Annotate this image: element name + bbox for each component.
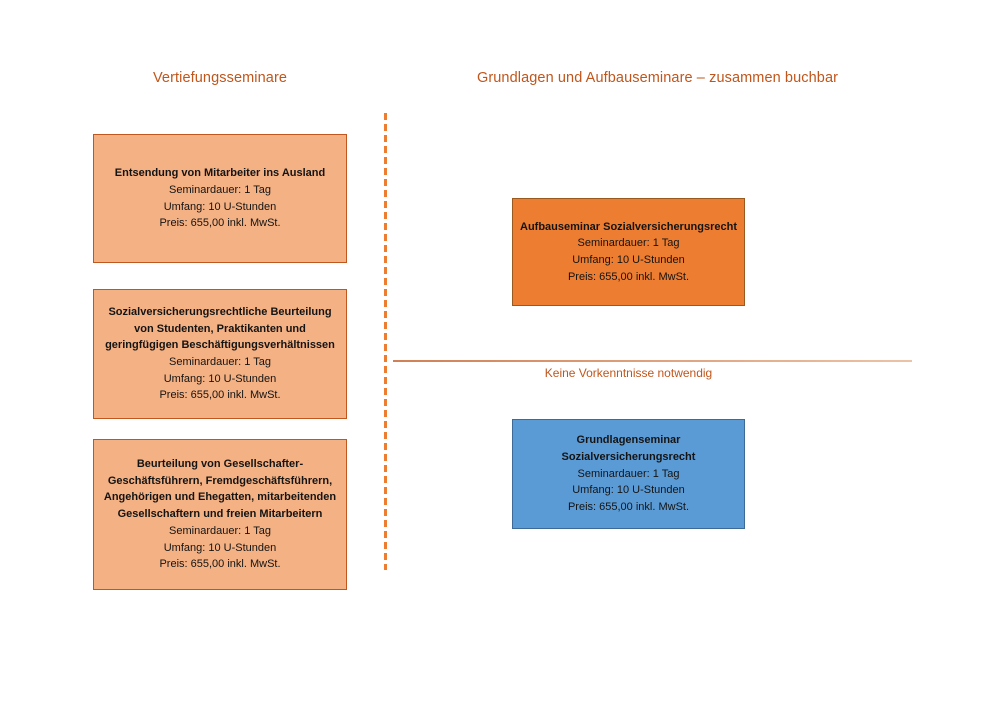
horizontal-divider: [393, 360, 912, 362]
vertical-dashed-divider: [384, 113, 387, 570]
seminar-price: Preis: 655,00 inkl. MwSt.: [567, 501, 690, 514]
seminar-title: Grundlagenseminar Sozialversicherungsrecht: [561, 434, 696, 463]
seminar-title: Sozialversicherungsrechtliche Beurteilung von Studenten, Praktikanten und geringfügigen Beschäftigungsverhältnissen: [105, 305, 335, 352]
seminar-scope: Umfang: 10 U-Stunden: [163, 372, 277, 385]
right-column-heading: Grundlagen und Aufbauseminare – zusammen buchbar: [476, 70, 839, 86]
left-column-heading: Vertiefungsseminare: [152, 70, 288, 86]
seminar-scope: Umfang: 10 U-Stunden: [163, 541, 277, 554]
seminar-scope: Umfang: 10 U-Stunden: [572, 254, 685, 266]
seminar-scope: Umfang: 10 U-Stunden: [163, 200, 277, 213]
seminar-duration: Seminardauer: 1 Tag: [169, 356, 271, 368]
seminar-price: Preis: 655,00 inkl. MwSt.: [567, 270, 690, 283]
seminar-title: Beurteilung von Gesellschafter-Geschäftsführern, Fremdgeschäftsführern, Angehörigen und Ehegatten, mitarbeitenden Gesellschaftern und freien Mitarbeitern: [103, 457, 337, 521]
seminar-box-entsendung-ausland: [93, 134, 347, 263]
seminar-duration: Seminardauer: 1 Tag: [577, 467, 680, 480]
seminar-duration: Seminardauer: 1 Tag: [169, 524, 271, 537]
seminar-box-grundlagenseminar: [512, 419, 745, 529]
seminar-price: Preis: 655,00 inkl. MwSt.: [159, 217, 281, 230]
seminar-title: Entsendung von Mitarbeiter ins Ausland: [114, 167, 326, 180]
seminar-box-sozialversicherungsrechtliche-beurteilung: [93, 289, 347, 419]
no-prerequisites-note: Keine Vorkenntnisse notwendig: [544, 366, 713, 380]
seminar-scope: Umfang: 10 U-Stunden: [572, 484, 685, 497]
seminar-duration: Seminardauer: 1 Tag: [577, 237, 680, 250]
seminar-price: Preis: 655,00 inkl. MwSt.: [159, 389, 281, 402]
seminar-duration: Seminardauer: 1 Tag: [169, 183, 271, 196]
seminar-price: Preis: 655,00 inkl. MwSt.: [159, 558, 281, 571]
seminar-title: Aufbauseminar Sozialversicherungsrecht: [520, 220, 738, 233]
seminar-box-aufbauseminar: [512, 198, 745, 306]
seminar-box-beurteilung-gesellschafter: [93, 439, 347, 590]
